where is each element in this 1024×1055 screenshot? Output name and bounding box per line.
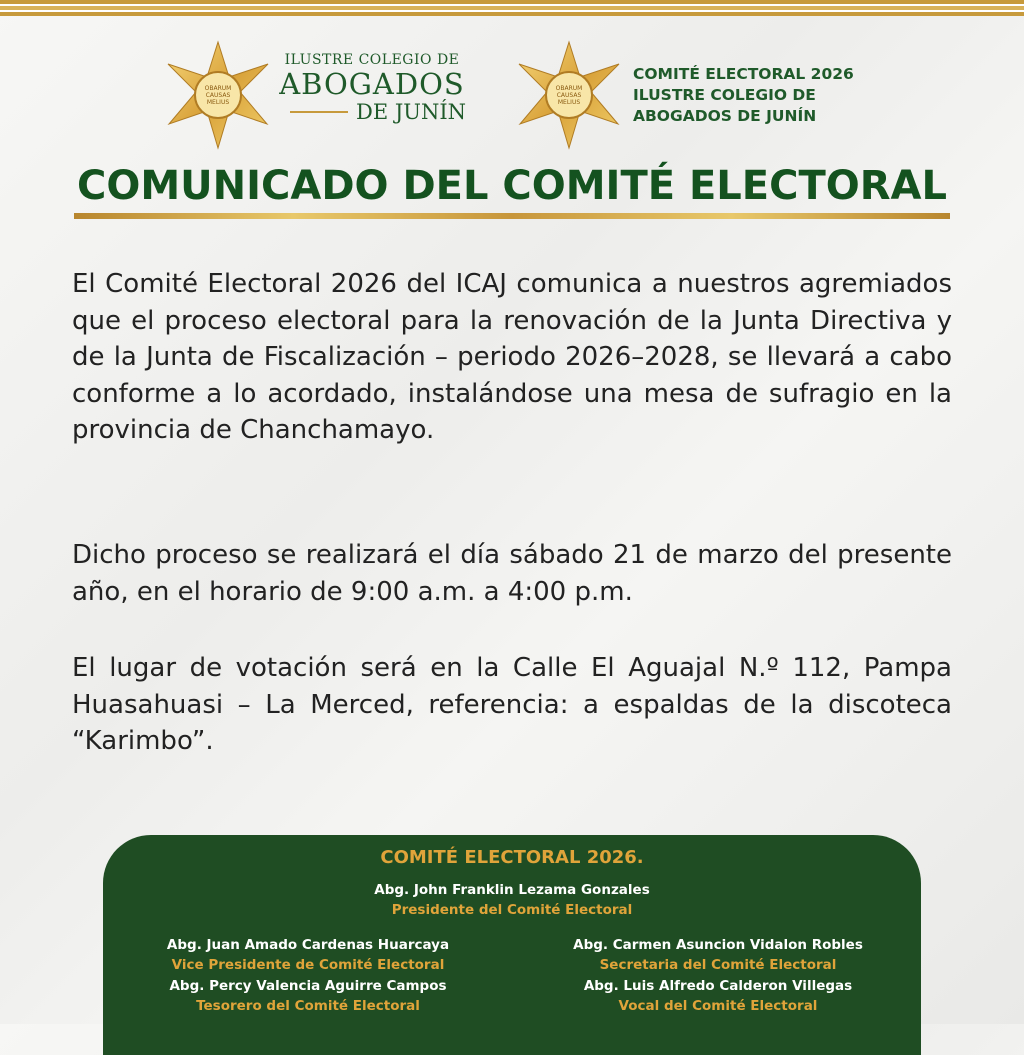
member-secretary bbox=[510, 935, 926, 975]
page-title: COMUNICADO DEL COMITÉ ELECTORAL bbox=[77, 163, 947, 209]
member-vocal bbox=[510, 976, 926, 1016]
body-paragraph-1: El Comité Electoral 2026 del ICAJ comunica a nuestros agremiados que el proceso electoral para la renovación de la Junta Directiva y de la Junta de Fiscalización – periodo 2026–2028, se llevará a cabo conforme a lo acordado, instalándose una mesa de sufragio en la provincia de Chanchamayo. bbox=[72, 269, 952, 445]
member-name: Abg. Percy Valencia Aguirre Campos bbox=[169, 978, 447, 994]
top-gold-border bbox=[0, 0, 1024, 20]
committee-label-line1: COMITÉ ELECTORAL 2026 bbox=[633, 65, 854, 83]
title-underline bbox=[74, 213, 950, 219]
committee-label bbox=[633, 64, 854, 127]
committee-title: COMITÉ ELECTORAL 2026. bbox=[380, 847, 644, 868]
member-name: Abg. John Franklin Lezama Gonzales bbox=[374, 882, 650, 898]
college-wordmark bbox=[278, 52, 466, 124]
wordmark-line2: ABOGADOS bbox=[279, 67, 465, 101]
member-treasurer bbox=[100, 976, 516, 1016]
member-role: Vocal del Comité Electoral bbox=[618, 998, 818, 1014]
member-role: Tesorero del Comité Electoral bbox=[196, 998, 420, 1014]
member-president bbox=[262, 880, 762, 920]
member-name: Abg. Juan Amado Cardenas Huarcaya bbox=[166, 937, 450, 953]
member-vice-president bbox=[100, 935, 516, 975]
committee-label-line3: ABOGADOS DE JUNÍN bbox=[633, 107, 817, 125]
svg-text:OBARUM: OBARUM bbox=[555, 85, 583, 92]
member-name: Abg. Carmen Asuncion Vidalon Robles bbox=[573, 937, 863, 953]
committee-label-line2: ILUSTRE COLEGIO DE bbox=[633, 86, 816, 104]
wordmark-divider bbox=[290, 111, 348, 113]
body-paragraph-3: El lugar de votación será en la Calle El Aguajal N.º 112, Pampa Huasahuasi – La Merced, referencia: a espaldas de la discoteca “Karimbo”. bbox=[72, 653, 952, 756]
committee-seal-logo bbox=[514, 40, 624, 150]
svg-text:CAUSAS: CAUSAS bbox=[556, 92, 582, 99]
college-seal-logo bbox=[163, 40, 273, 150]
member-role: Secretaria del Comité Electoral bbox=[599, 957, 837, 973]
wordmark-line1: ILUSTRE COLEGIO DE bbox=[284, 52, 460, 68]
svg-text:CAUSAS: CAUSAS bbox=[205, 92, 231, 99]
svg-text:MELIUS: MELIUS bbox=[557, 99, 581, 106]
body-paragraph-2: Dicho proceso se realizará el día sábado 21 de marzo del presente año, en el horario de 9:00 a.m. a 4:00 p.m. bbox=[72, 540, 952, 607]
wordmark-line3: DE JUNÍN bbox=[355, 100, 466, 124]
member-role: Vice Presidente de Comité Electoral bbox=[171, 957, 445, 973]
member-role: Presidente del Comité Electoral bbox=[391, 902, 633, 918]
svg-text:OBARUM: OBARUM bbox=[204, 85, 232, 92]
member-name: Abg. Luis Alfredo Calderon Villegas bbox=[583, 978, 853, 994]
svg-text:MELIUS: MELIUS bbox=[206, 99, 230, 106]
